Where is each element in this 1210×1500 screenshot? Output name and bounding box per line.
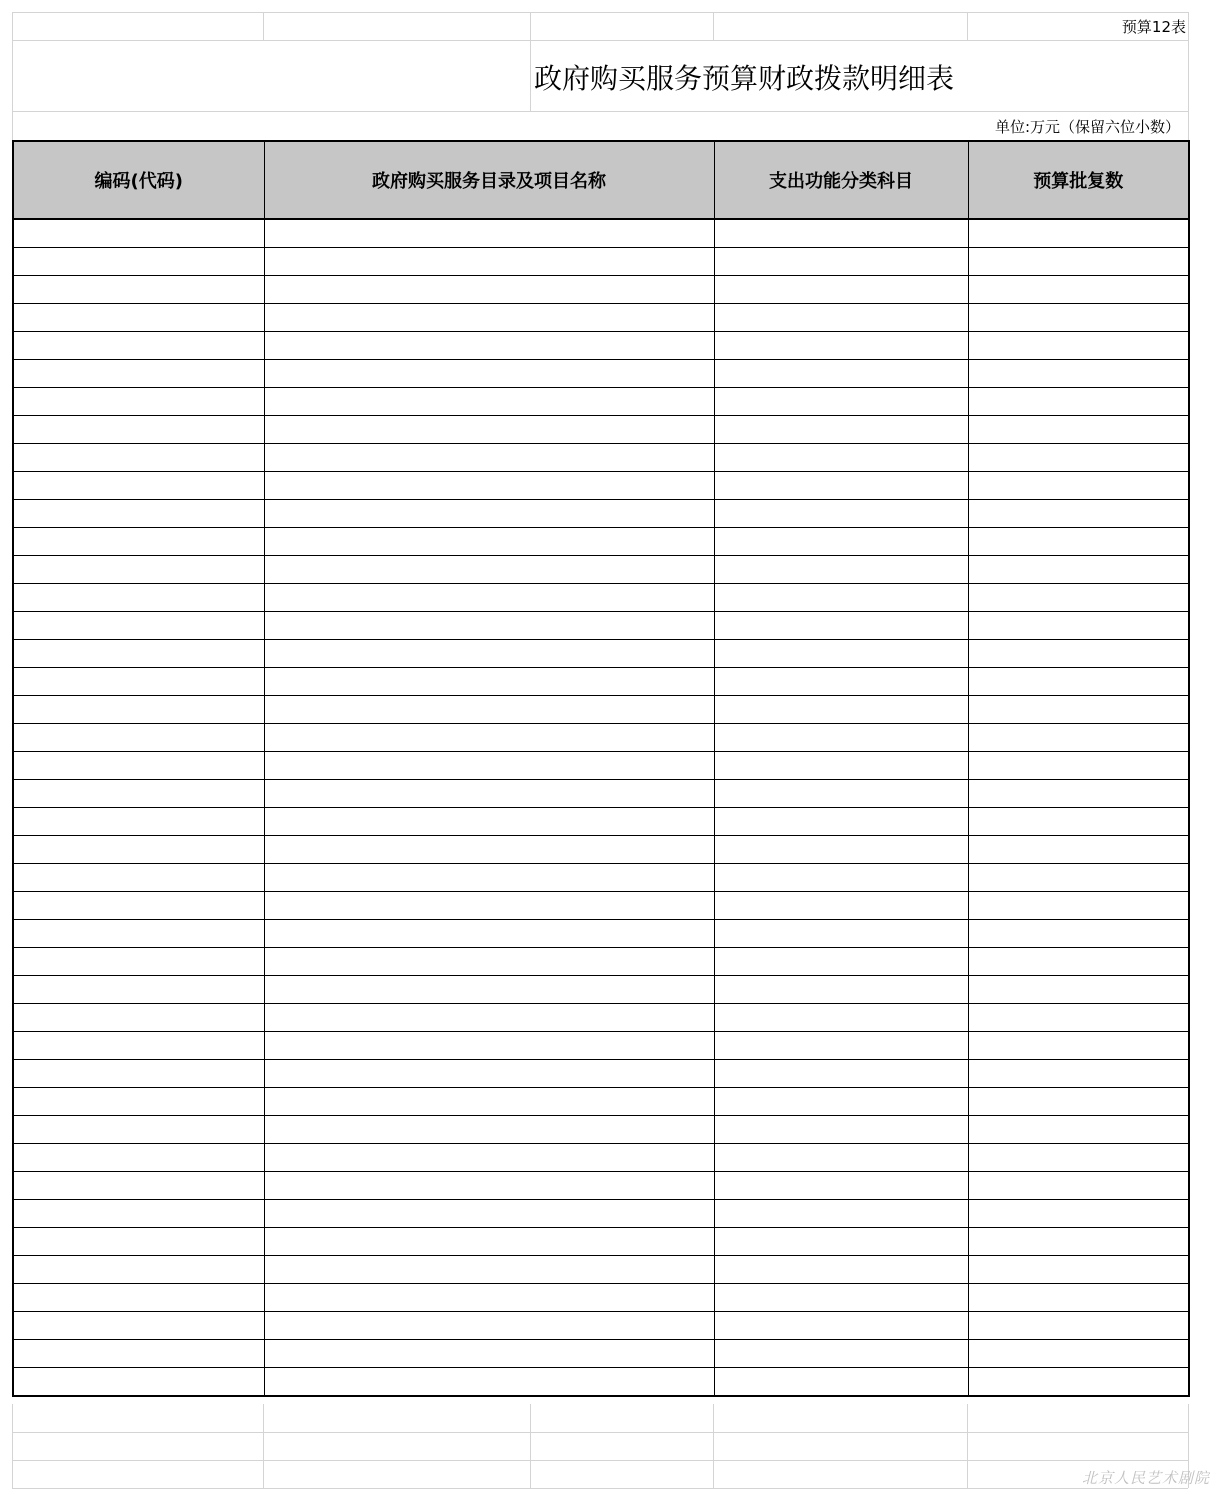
grid-line: [1188, 12, 1189, 140]
cell-code[interactable]: [13, 472, 264, 500]
cell-code[interactable]: [13, 1144, 264, 1172]
cell-code[interactable]: [13, 1284, 264, 1312]
cell-project-name[interactable]: [264, 584, 714, 612]
cell-function-category[interactable]: [714, 332, 968, 360]
cell-function-category[interactable]: [714, 1340, 968, 1368]
table-row: [13, 500, 1189, 528]
table-row: [13, 360, 1189, 388]
cell-project-name[interactable]: [264, 276, 714, 304]
cell-function-category[interactable]: [714, 248, 968, 276]
cell-project-name[interactable]: [264, 724, 714, 752]
grid-line: [713, 12, 714, 40]
cell-code[interactable]: [13, 808, 264, 836]
cell-approved-amount[interactable]: [968, 444, 1189, 472]
grid-line: [12, 1404, 13, 1488]
cell-code[interactable]: [13, 416, 264, 444]
cell-code[interactable]: [13, 304, 264, 332]
cell-project-name[interactable]: [264, 500, 714, 528]
table-row: [13, 219, 1189, 248]
cell-function-category[interactable]: [714, 724, 968, 752]
cell-code[interactable]: [13, 500, 264, 528]
grid-line: [12, 12, 13, 140]
cell-project-name[interactable]: [264, 219, 714, 248]
cell-approved-amount[interactable]: [968, 1284, 1189, 1312]
cell-approved-amount[interactable]: [968, 752, 1189, 780]
table-row: [13, 248, 1189, 276]
grid-line: [12, 12, 1188, 13]
cell-project-name[interactable]: [264, 388, 714, 416]
cell-project-name[interactable]: [264, 1172, 714, 1200]
cell-code[interactable]: [13, 1340, 264, 1368]
grid-line: [530, 1404, 531, 1488]
cell-code[interactable]: [13, 920, 264, 948]
cell-project-name[interactable]: [264, 1004, 714, 1032]
table-row: [13, 1368, 1189, 1397]
column-header-function-category[interactable]: 支出功能分类科目: [714, 141, 968, 219]
table-row: [13, 388, 1189, 416]
cell-project-name[interactable]: [264, 528, 714, 556]
cell-code[interactable]: [13, 1172, 264, 1200]
cell-code[interactable]: [13, 976, 264, 1004]
cell-code[interactable]: [13, 696, 264, 724]
cell-project-name[interactable]: [264, 1032, 714, 1060]
cell-project-name[interactable]: [264, 864, 714, 892]
cell-function-category[interactable]: [714, 1144, 968, 1172]
cell-project-name[interactable]: [264, 472, 714, 500]
table-row: [13, 724, 1189, 752]
table-row: [13, 1200, 1189, 1228]
grid-line: [967, 12, 968, 40]
cell-code[interactable]: [13, 444, 264, 472]
cell-approved-amount[interactable]: [968, 1144, 1189, 1172]
cell-approved-amount[interactable]: [968, 836, 1189, 864]
cell-project-name[interactable]: [264, 752, 714, 780]
cell-function-category[interactable]: [714, 808, 968, 836]
cell-approved-amount[interactable]: [968, 864, 1189, 892]
cell-approved-amount[interactable]: [968, 780, 1189, 808]
cell-approved-amount[interactable]: [968, 1340, 1189, 1368]
cell-approved-amount[interactable]: [968, 668, 1189, 696]
cell-approved-amount[interactable]: [968, 528, 1189, 556]
grid-line: [12, 1460, 1188, 1461]
table-row: [13, 780, 1189, 808]
table-row: [13, 416, 1189, 444]
cell-project-name[interactable]: [264, 332, 714, 360]
cell-project-name[interactable]: [264, 1340, 714, 1368]
table-row: [13, 1340, 1189, 1368]
cell-project-name[interactable]: [264, 612, 714, 640]
cell-code[interactable]: [13, 1032, 264, 1060]
grid-line: [713, 1404, 714, 1488]
table-row: [13, 444, 1189, 472]
table-row: [13, 584, 1189, 612]
cell-approved-amount[interactable]: [968, 1368, 1189, 1397]
cell-project-name[interactable]: [264, 892, 714, 920]
cell-function-category[interactable]: [714, 892, 968, 920]
cell-code[interactable]: [13, 332, 264, 360]
table-row: [13, 1284, 1189, 1312]
cell-function-category[interactable]: [714, 920, 968, 948]
grid-line: [967, 1404, 968, 1488]
cell-function-category[interactable]: [714, 304, 968, 332]
cell-function-category[interactable]: [714, 1172, 968, 1200]
cell-code[interactable]: [13, 1116, 264, 1144]
cell-code[interactable]: [13, 1060, 264, 1088]
cell-function-category[interactable]: [714, 1116, 968, 1144]
watermark-logo: 北京人民艺术剧院: [1082, 1469, 1210, 1487]
cell-code[interactable]: [13, 1228, 264, 1256]
cell-approved-amount[interactable]: [968, 472, 1189, 500]
cell-function-category[interactable]: [714, 1088, 968, 1116]
cell-function-category[interactable]: [714, 584, 968, 612]
table-row: [13, 1144, 1189, 1172]
cell-project-name[interactable]: [264, 1200, 714, 1228]
cell-approved-amount[interactable]: [968, 948, 1189, 976]
table-row: [13, 276, 1189, 304]
cell-project-name[interactable]: [264, 640, 714, 668]
cell-approved-amount[interactable]: [968, 724, 1189, 752]
cell-project-name[interactable]: [264, 1060, 714, 1088]
cell-code[interactable]: [13, 780, 264, 808]
cell-code[interactable]: [13, 248, 264, 276]
cell-code[interactable]: [13, 1200, 264, 1228]
form-number: 预算12表: [1121, 18, 1186, 36]
cell-function-category[interactable]: [714, 836, 968, 864]
cell-project-name[interactable]: [264, 304, 714, 332]
cell-function-category[interactable]: [714, 1228, 968, 1256]
cell-project-name[interactable]: [264, 808, 714, 836]
cell-approved-amount[interactable]: [968, 696, 1189, 724]
cell-project-name[interactable]: [264, 248, 714, 276]
cell-project-name[interactable]: [264, 976, 714, 1004]
column-header-code[interactable]: 编码(代码): [13, 141, 264, 219]
cell-project-name[interactable]: [264, 1116, 714, 1144]
table-row: [13, 1172, 1189, 1200]
cell-project-name[interactable]: [264, 1088, 714, 1116]
cell-approved-amount[interactable]: [968, 304, 1189, 332]
cell-function-category[interactable]: [714, 416, 968, 444]
cell-project-name[interactable]: [264, 556, 714, 584]
cell-code[interactable]: [13, 584, 264, 612]
cell-approved-amount[interactable]: [968, 1088, 1189, 1116]
cell-approved-amount[interactable]: [968, 1116, 1189, 1144]
cell-approved-amount[interactable]: [968, 1004, 1189, 1032]
cell-code[interactable]: [13, 360, 264, 388]
table-body: [13, 219, 1189, 1396]
table-row: [13, 304, 1189, 332]
cell-project-name[interactable]: [264, 948, 714, 976]
table-row: [13, 528, 1189, 556]
cell-code[interactable]: [13, 1312, 264, 1340]
cell-code[interactable]: [13, 1088, 264, 1116]
cell-project-name[interactable]: [264, 836, 714, 864]
cell-project-name[interactable]: [264, 696, 714, 724]
cell-function-category[interactable]: [714, 528, 968, 556]
table-row: [13, 948, 1189, 976]
table-row: [13, 1060, 1189, 1088]
cell-function-category[interactable]: [714, 1032, 968, 1060]
cell-project-name[interactable]: [264, 920, 714, 948]
cell-code[interactable]: [13, 668, 264, 696]
cell-approved-amount[interactable]: [968, 556, 1189, 584]
cell-approved-amount[interactable]: [968, 1228, 1189, 1256]
grid-line: [12, 1488, 1188, 1489]
cell-function-category[interactable]: [714, 444, 968, 472]
cell-function-category[interactable]: [714, 612, 968, 640]
table-header-row: [13, 141, 1189, 219]
cell-approved-amount[interactable]: [968, 388, 1189, 416]
grid-line: [12, 40, 1188, 41]
document-title: 政府购买服务预算财政拨款明细表: [534, 62, 955, 95]
table-row: [13, 472, 1189, 500]
grid-line: [263, 1404, 264, 1488]
table-row: [13, 1004, 1189, 1032]
table-row: [13, 1228, 1189, 1256]
grid-line: [530, 12, 531, 111]
cell-function-category[interactable]: [714, 1200, 968, 1228]
cell-code[interactable]: [13, 556, 264, 584]
cell-project-name[interactable]: [264, 1284, 714, 1312]
table-row: [13, 696, 1189, 724]
cell-project-name[interactable]: [264, 1256, 714, 1284]
table-row: [13, 892, 1189, 920]
cell-function-category[interactable]: [714, 219, 968, 248]
cell-project-name[interactable]: [264, 416, 714, 444]
table-row: [13, 864, 1189, 892]
grid-line: [263, 12, 264, 40]
cell-function-category[interactable]: [714, 388, 968, 416]
cell-approved-amount[interactable]: [968, 332, 1189, 360]
table-row: [13, 836, 1189, 864]
cell-function-category[interactable]: [714, 500, 968, 528]
cell-function-category[interactable]: [714, 276, 968, 304]
cell-approved-amount[interactable]: [968, 808, 1189, 836]
cell-approved-amount[interactable]: [968, 640, 1189, 668]
cell-approved-amount[interactable]: [968, 920, 1189, 948]
cell-approved-amount[interactable]: [968, 248, 1189, 276]
cell-function-category[interactable]: [714, 780, 968, 808]
table-row: [13, 808, 1189, 836]
cell-project-name[interactable]: [264, 668, 714, 696]
cell-approved-amount[interactable]: [968, 976, 1189, 1004]
cell-approved-amount[interactable]: [968, 360, 1189, 388]
cell-function-category[interactable]: [714, 1284, 968, 1312]
cell-approved-amount[interactable]: [968, 1032, 1189, 1060]
cell-approved-amount[interactable]: [968, 1200, 1189, 1228]
cell-code[interactable]: [13, 752, 264, 780]
cell-approved-amount[interactable]: [968, 500, 1189, 528]
cell-function-category[interactable]: [714, 752, 968, 780]
column-header-approved-amount[interactable]: 预算批复数: [968, 141, 1189, 219]
cell-function-category[interactable]: [714, 1256, 968, 1284]
cell-code[interactable]: [13, 388, 264, 416]
table-row: [13, 1256, 1189, 1284]
cell-code[interactable]: [13, 640, 264, 668]
cell-project-name[interactable]: [264, 360, 714, 388]
cell-function-category[interactable]: [714, 696, 968, 724]
cell-code[interactable]: [13, 892, 264, 920]
cell-approved-amount[interactable]: [968, 1256, 1189, 1284]
cell-code[interactable]: [13, 1004, 264, 1032]
cell-code[interactable]: [13, 219, 264, 248]
cell-function-category[interactable]: [714, 1060, 968, 1088]
cell-approved-amount[interactable]: [968, 584, 1189, 612]
cell-project-name[interactable]: [264, 1368, 714, 1397]
cell-approved-amount[interactable]: [968, 1312, 1189, 1340]
cell-approved-amount[interactable]: [968, 276, 1189, 304]
table-row: [13, 1312, 1189, 1340]
cell-function-category[interactable]: [714, 472, 968, 500]
cell-function-category[interactable]: [714, 1004, 968, 1032]
cell-function-category[interactable]: [714, 1312, 968, 1340]
cell-function-category[interactable]: [714, 360, 968, 388]
table-row: [13, 920, 1189, 948]
budget-detail-table: [12, 140, 1190, 1397]
table-row: [13, 1032, 1189, 1060]
table-row: [13, 1116, 1189, 1144]
cell-function-category[interactable]: [714, 976, 968, 1004]
cell-approved-amount[interactable]: [968, 1172, 1189, 1200]
table-row: [13, 556, 1189, 584]
cell-project-name[interactable]: [264, 780, 714, 808]
table-row: [13, 640, 1189, 668]
cell-project-name[interactable]: [264, 1144, 714, 1172]
table-row: [13, 332, 1189, 360]
cell-code[interactable]: [13, 1256, 264, 1284]
column-header-project-name[interactable]: 政府购买服务目录及项目名称: [264, 141, 714, 219]
cell-code[interactable]: [13, 724, 264, 752]
cell-code[interactable]: [13, 1368, 264, 1397]
table-row: [13, 612, 1189, 640]
table-row: [13, 752, 1189, 780]
cell-function-category[interactable]: [714, 556, 968, 584]
cell-code[interactable]: [13, 612, 264, 640]
table-row: [13, 976, 1189, 1004]
cell-approved-amount[interactable]: [968, 219, 1189, 248]
cell-function-category[interactable]: [714, 640, 968, 668]
cell-approved-amount[interactable]: [968, 612, 1189, 640]
cell-project-name[interactable]: [264, 444, 714, 472]
unit-note: 单位:万元（保留六位小数）: [994, 118, 1180, 136]
cell-function-category[interactable]: [714, 948, 968, 976]
cell-code[interactable]: [13, 276, 264, 304]
cell-approved-amount[interactable]: [968, 1060, 1189, 1088]
grid-line: [12, 111, 1188, 112]
cell-code[interactable]: [13, 948, 264, 976]
cell-approved-amount[interactable]: [968, 416, 1189, 444]
table-row: [13, 668, 1189, 696]
cell-function-category[interactable]: [714, 864, 968, 892]
cell-code[interactable]: [13, 528, 264, 556]
grid-line: [12, 1432, 1188, 1433]
cell-approved-amount[interactable]: [968, 892, 1189, 920]
cell-code[interactable]: [13, 864, 264, 892]
table-row: [13, 1088, 1189, 1116]
cell-project-name[interactable]: [264, 1228, 714, 1256]
cell-code[interactable]: [13, 836, 264, 864]
cell-function-category[interactable]: [714, 668, 968, 696]
cell-function-category[interactable]: [714, 1368, 968, 1397]
cell-project-name[interactable]: [264, 1312, 714, 1340]
